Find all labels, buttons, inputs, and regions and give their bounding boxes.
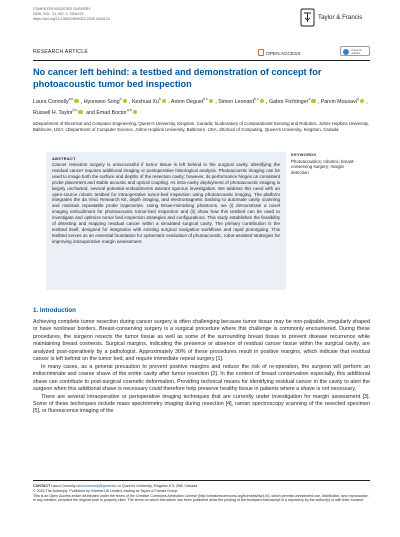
section-body <box>33 319 370 416</box>
author <box>84 99 129 105</box>
orcid-icon[interactable] <box>360 99 364 103</box>
author-name: Parvin Mousavi <box>320 98 357 105</box>
author <box>171 99 215 105</box>
orcid-icon[interactable] <box>133 110 137 114</box>
author <box>33 107 85 116</box>
author <box>269 99 318 105</box>
author-name: Keshuai Xu <box>131 98 159 105</box>
check-updates-label: Check for updates <box>351 48 363 55</box>
license-text: This is an Open Access article distributed under the terms of the Creative Commons Attribution License (http://creativecommons.org/licenses/by/4.0/), which permits unrestricted use, distribution, and reproduction in any medium, provided the original work is properly cited. The terms on which this article has been published allow the posting of the Accepted Manuscript in a repository by the author(s) or with their consent. <box>33 493 369 503</box>
open-access-icon <box>258 49 264 56</box>
check-for-updates-button[interactable] <box>340 46 370 56</box>
contact-email-link[interactable]: laura.connolly@queensu.ca <box>76 484 121 488</box>
author-name: Anton Deguet <box>170 98 204 105</box>
author-separator: , <box>80 98 84 105</box>
article-title: No cancer left behind: a testbed and demonstration of concept for photoacoustic tumor bed inspection <box>33 67 322 89</box>
author <box>132 99 168 105</box>
abstract-label: ABSTRACT <box>52 156 76 161</box>
author-affiliation-marker: a <box>308 97 311 101</box>
journal-name: COMPUTER ASSISTED SURGERY <box>33 7 91 11</box>
body-paragraph: In many cases, as a general precaution to prevent positive margins and reduce the risk of re-operation, the surgeon will perform an indiscriminate and coarse shave of the entire cavity after tumor resection [2]. In the context of breast conservation especially, this additional shave can contribute to post-surgical cosmetic deformation. Providing technical means for identifying residual cancer in the cavity to alert the surgeon when this additional shave is necessary could therefore help preserve healthy tissue in patients where a shave is not necessary. <box>33 363 370 393</box>
author-affiliation-marker: b,c <box>72 107 78 112</box>
author-separator: , <box>168 98 171 105</box>
orcid-icon[interactable] <box>78 110 82 114</box>
contact-address: Queen's University, Kingston K7L 2N8, Canada <box>121 484 198 488</box>
keywords-block <box>291 152 361 176</box>
doi-link[interactable]: https://doi.org/10.1080/24699322.2025.2604123 <box>33 17 110 21</box>
keywords-label: KEYWORDS <box>291 152 317 157</box>
author-affiliation-marker: b,c <box>203 97 208 101</box>
abstract-box <box>46 152 286 290</box>
abstract-text: Cancer resection surgery is unsuccessful if tumor tissue is left behind in the surgical cavity. Identifying the residual cancer requires additional imaging or postoperative histological analysis. Photoacoustic imaging can be used to image both the surface and depths of the resection cavity; however, its performance hinges on consistent probe placement and stable acoustic and optical coupling. As intra-cavity deployment of photoacoustic imaging is largely uncharted, several potential embodiments warrant rigorous investigation. We address this need with an open-source robotic testbed for intraoperative tumor-bed inspection using photoacoustic imaging. The platform integrates the da Vinci Research Kit, depth imaging, and electromagnetic tracking to automate cavity scanning and maintain repeatable probe trajectories. Using tissue-mimicking phantoms, we (i) demonstrate a novel imaging embodiment for photoacoustic tumor-bed inspection and (ii) show how this testbed can be used to investigate and optimize tumor bed inspection strategies and configurations. This study establishes the feasibility of detecting and mapping residual cancer within a simulated surgical cavity. The primary contribution is the testbed itself, designed for integration with existing surgical navigation workflows and rapid prototyping. This testbed serves as an essential foundation for systematic evaluation of photoacoustic, robot-assisted strategies for improving intraoperative margin assessment. <box>52 162 280 244</box>
open-access-badge <box>258 49 300 57</box>
author <box>33 99 81 105</box>
author-separator: and <box>84 109 97 116</box>
volume-line: 2026, VOL. 31, NO. 1, 2604123 <box>33 12 84 16</box>
author-separator: , <box>317 98 321 105</box>
author-affiliation-marker: a,b <box>68 97 74 101</box>
copyright-line: © 2025 The Author(s). Published by Informa UK Limited, trading as Taylor & Francis Group. <box>33 488 179 493</box>
footer <box>33 484 370 503</box>
author-list <box>33 95 370 117</box>
orcid-icon[interactable] <box>123 99 127 103</box>
author-name: Emad Boctor <box>96 109 127 116</box>
orcid-icon[interactable] <box>311 99 315 103</box>
contact-label: CONTACT <box>33 484 51 488</box>
publisher-name: Taylor & Francis <box>318 14 363 21</box>
author-affiliation-marker: a,b <box>126 107 132 112</box>
author-affiliation-marker: b <box>119 97 122 101</box>
author-name: Simon Leonard <box>218 98 255 105</box>
author-name: Hyunwoo Song <box>83 98 120 105</box>
author-affiliation-marker: b <box>158 97 161 101</box>
section-heading: 1. Introduction <box>33 307 76 314</box>
contact-name: Laura Connolly <box>51 484 76 488</box>
orcid-icon[interactable] <box>162 99 166 103</box>
author-affiliation-marker: d <box>356 97 359 101</box>
publisher-logo-icon <box>300 8 315 27</box>
orcid-icon[interactable] <box>260 99 264 103</box>
author-name: Gabor Fichtinger <box>269 98 309 105</box>
body-paragraph: Achieving complete tumor resection during cancer surgery is often challenging because tumor tissue may be non-palpable, irregularly shaped or have nonlinear borders. Breast-conserving surgery is a surgical procedure where this challenge is commonly encountered. During these procedures, the surgeon resects the tumor tissue as well as some of the surrounding breast tissue to prevent disease recurrence while maintaining breast cosmesis. Surgical margins, indicating the presence or absence of residual cancer tissue within the surgical cavity, are analyzed post-operatively by a pathologist. Approximately 30% of these procedures result in positive margins, which indicate that residual cancer is left behind on the tumor bed, and require immediate repeat surgery [1]. <box>33 319 370 363</box>
article-type: RESEARCH ARTICLE <box>33 49 88 55</box>
author <box>321 99 367 105</box>
open-access-label: OPEN ACCESS <box>266 52 301 57</box>
author-separator: , <box>366 98 368 105</box>
author-separator: , <box>128 98 132 105</box>
publisher-logo <box>300 6 380 30</box>
author-name: Russell H. Taylor <box>33 109 73 116</box>
keywords-text: Photoacoustics; robotics; breast-conserving surgery; margin detection <box>291 158 355 175</box>
header-divider <box>33 60 370 61</box>
author <box>96 107 139 116</box>
footer-divider <box>33 480 370 481</box>
check-updates-icon <box>343 49 349 55</box>
orcid-icon[interactable] <box>209 99 213 103</box>
author-name: Laura Connolly <box>33 98 69 105</box>
affiliations: aDepartment of Electrical and Computer Engineering, Queen's University, Kingston, Canada; bLaboratory of Computational Sensing and Robotics, Johns Hopkins University, Baltimore, USA; cDepartment of Computer Science, Johns Hopkins University, Baltimore, USA; dSchool of Computing, Queen's University, Kingston, Canada <box>33 121 370 132</box>
orcid-icon[interactable] <box>74 99 78 103</box>
body-paragraph: There are several intraoperative or perioperative imaging techniques that are currently under investigation for margin assessment [3]. Some of these techniques include mass spectrometry imaging during resection [4], raman spectroscopy scanning of the resected specimen [5], or fluorescence imaging of the <box>33 393 370 415</box>
author-separator: , <box>266 98 269 105</box>
author-separator: , <box>215 98 219 105</box>
author <box>218 99 266 105</box>
author-affiliation-marker: b,c <box>254 97 259 101</box>
